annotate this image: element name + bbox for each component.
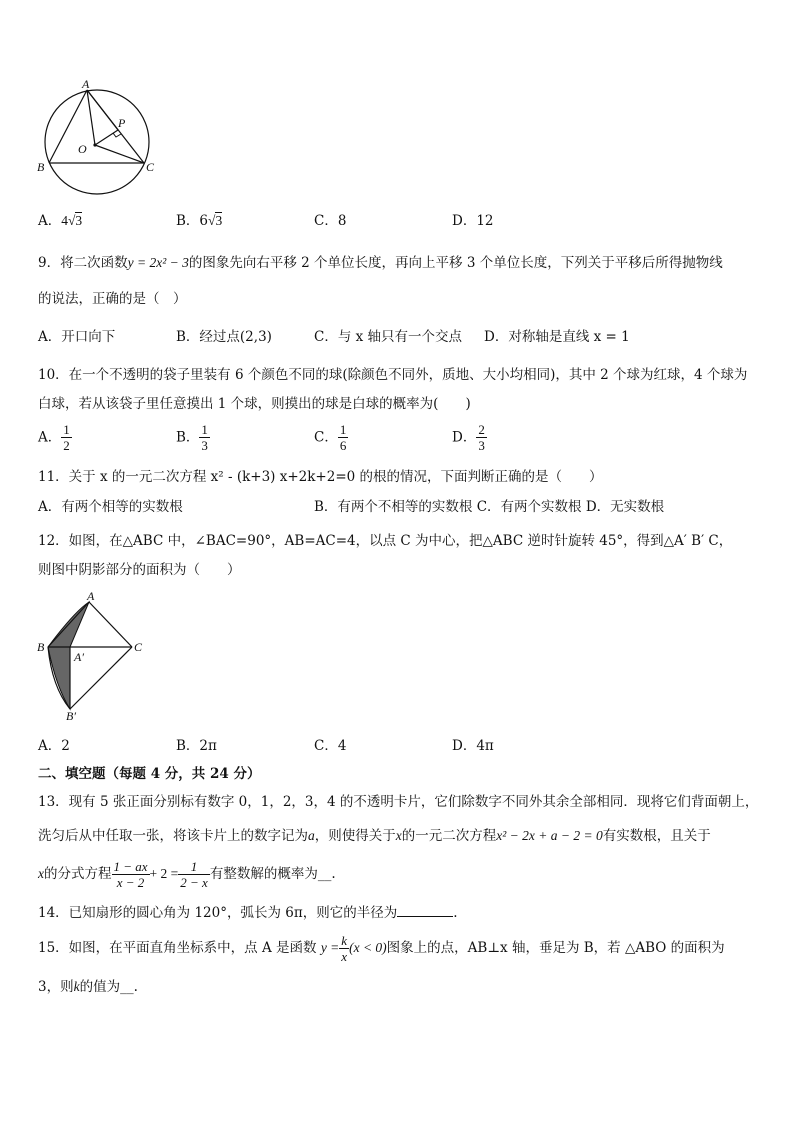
q15-y-eq: y = — [320, 940, 340, 955]
q12-option-b[interactable]: B．2π — [176, 738, 217, 754]
q15-stem-b: 图象上的点，AB⊥x 轴，垂足为 B，若 △ABO 的面积为 — [386, 940, 725, 956]
q12-segment-ac — [89, 602, 132, 647]
q10-option-a-label: A． — [38, 429, 62, 446]
q11-line-1: 11．关于 x 的一元二次方程 x² - (k+3) x+2k+2=0 的根的情况，下面判断正确的是（ ） — [38, 469, 603, 485]
q13-line-3 — [38, 858, 336, 890]
q10-option-b-label: B． — [176, 429, 200, 446]
q12-label-a: A — [87, 592, 95, 603]
q9-option-c[interactable]: C．与 x 轴只有一个交点 — [314, 329, 463, 345]
q12-line-1: 12．如图，在△ABC 中，∠BAC=90°，AB=AC=4，以点 C 为中心，把△ABC 逆时针旋转 45°，得到△A′ B′ C， — [38, 533, 733, 549]
q8-figure — [34, 78, 164, 203]
q13-line-3-b: 有整数解的概率为__. — [209, 866, 336, 882]
q15-fraction — [339, 933, 349, 964]
q13-line-2-c: 的一元二次方程 — [401, 828, 497, 844]
section-2-title: 二、填空题（每题 4 分，共 24 分） — [38, 766, 261, 782]
q10-line-1: 10．在一个不透明的袋子里装有 6 个颜色不同的球(除颜色不同外，质地、大小均相同)，其中 2 个球为红球，4 个球为 — [38, 367, 748, 383]
q12-label-b-prime: B′ — [66, 709, 76, 722]
q8-option-a-coef: 4 — [61, 213, 68, 228]
q8-option-c-value: 8 — [337, 213, 347, 229]
q10-line-2: 白球，若从该袋子里任意摸出 1 个球，则摸出的球是白球的概率为( ) — [38, 396, 471, 412]
q8-center-dot — [93, 143, 96, 146]
q8-option-d-value: 12 — [476, 213, 494, 229]
q12-line-2: 则图中阴影部分的面积为（ ） — [38, 562, 241, 578]
q13-var-x: x — [395, 828, 402, 843]
q10-option-d-den: 3 — [478, 438, 485, 453]
q11-option-bcd[interactable]: B．有两个不相等的实数根 C．有两个实数根 D．无实数根 — [314, 499, 665, 515]
q11-option-a[interactable]: A．有两个相等的实数根 — [38, 499, 183, 515]
q9-option-d[interactable]: D．对称轴是直线 x = 1 — [484, 329, 630, 345]
q12-label-c: C — [134, 640, 143, 654]
q8-option-b-coef: 6 — [199, 213, 209, 229]
q13-fraction-1-den: x − 2 — [116, 875, 145, 890]
q13-fraction-1-num: 1 − ax — [113, 859, 148, 874]
q12-option-a[interactable]: A．2 — [38, 738, 70, 754]
q14-end: . — [453, 905, 458, 921]
q8-option-d-label: D． — [452, 213, 477, 229]
q13-fraction-2-num: 1 — [178, 859, 210, 875]
q10-option-c-label: C． — [314, 429, 338, 446]
q10-option-d-label: D． — [452, 429, 477, 446]
q12-option-d[interactable]: D．4π — [452, 738, 494, 754]
q8-label-b: B — [37, 160, 45, 174]
q15-fraction-num: k — [341, 933, 348, 948]
q8-label-o: O — [78, 142, 87, 156]
q15-var-k: k — [73, 979, 80, 994]
q8-option-b-label: B． — [176, 213, 200, 229]
q15-line-1 — [38, 932, 725, 964]
q10-option-b-num: 1 — [201, 422, 208, 437]
q12-option-c[interactable]: C．4 — [314, 738, 347, 754]
q10-option-d-num: 2 — [478, 422, 485, 437]
q10-option-d[interactable] — [452, 422, 487, 453]
q13-line-3-a: 的分式方程 — [44, 866, 112, 882]
q8-option-c-label: C． — [314, 213, 338, 229]
q13-fraction-2-den: 2 − x — [180, 875, 208, 890]
q10-option-c[interactable] — [314, 422, 348, 453]
q13-line-2 — [38, 827, 711, 845]
q15-line-2-b: 的值为__. — [79, 979, 138, 995]
q8-label-p: P — [118, 116, 126, 130]
q8-option-b[interactable]: B．6√3 — [176, 213, 223, 229]
q8-segment-op — [95, 130, 118, 145]
q13-fraction-1 — [112, 859, 150, 890]
q10-option-a-den: 2 — [63, 438, 70, 453]
q8-option-d[interactable] — [452, 212, 494, 230]
q14-answer-blank[interactable] — [397, 904, 453, 917]
q9-line-1 — [38, 254, 723, 272]
q10-option-c-fraction — [338, 422, 349, 453]
q8-option-a-root: 3 — [75, 213, 83, 228]
q10-option-b[interactable] — [176, 422, 210, 453]
q10-option-a-num: 1 — [63, 422, 70, 437]
q13-var-x2: x — [38, 866, 44, 881]
q13-line-2-a: 洗匀后从中任取一张，将该卡片上的数字记为 — [38, 828, 308, 844]
q8-label-c: C — [146, 160, 155, 174]
q14-line-1 — [38, 904, 458, 922]
q15-line-2 — [38, 978, 138, 996]
q9-line-2: 的说法，正确的是（ ） — [38, 291, 187, 307]
q9-intro: 9．将二次函数 — [38, 255, 128, 271]
q10-option-c-num: 1 — [339, 422, 347, 437]
q10-option-a-fraction — [61, 422, 72, 453]
q13-var-a: a — [308, 828, 315, 843]
q15-line-2-a: 3，则 — [38, 979, 74, 995]
q8-label-a: A — [82, 78, 90, 91]
q10-option-b-den: 3 — [201, 438, 208, 453]
q8-option-c[interactable] — [314, 212, 346, 230]
q13-line-2-b: ，则使得关于 — [314, 828, 396, 844]
q15-condition: (x < 0) — [349, 940, 387, 955]
q9-stem: 的图象先向右平移 2 个单位长度，再向上平移 3 个单位长度，下列关于平移后所得抛物线 — [188, 255, 723, 271]
q13-line-2-d: 有实数根，且关于 — [602, 828, 711, 844]
q12-label-b: B — [37, 640, 45, 654]
q13-fraction-2 — [178, 859, 210, 890]
q8-option-a[interactable]: A．4√3 — [38, 213, 83, 229]
q10-option-a[interactable] — [38, 422, 72, 453]
q14-stem: 14．已知扇形的圆心角为 120°，弧长为 6π，则它的半径为 — [38, 905, 398, 921]
q13-line-1: 13．现有 5 张正面分别标有数字 0，1，2，3，4 的不透明卡片，它们除数字不同外其余全部相同．现将它们背面朝上， — [38, 794, 759, 810]
q12-figure — [34, 592, 146, 722]
q8-option-b-root: 3 — [215, 213, 223, 228]
q8-option-a-label: A． — [38, 213, 62, 229]
q9-option-b[interactable]: B．经过点(2,3) — [176, 329, 272, 345]
q13-quadratic: x² − 2x + a − 2 = 0 — [496, 828, 603, 843]
q13-line-3-mid: + 2 = — [149, 866, 179, 881]
q9-option-a[interactable]: A．开口向下 — [38, 329, 116, 345]
q9-formula: y = 2x² − 3 — [127, 255, 189, 270]
q15-stem-a: 15．如图，在平面直角坐标系中，点 A 是函数 — [38, 940, 317, 956]
q12-label-a-prime: A′ — [74, 650, 84, 664]
q8-right-angle-mark — [113, 133, 121, 137]
q10-option-b-fraction — [199, 422, 210, 453]
q10-option-d-fraction — [476, 422, 487, 453]
q15-fraction-den: x — [341, 949, 348, 964]
q10-option-c-den: 6 — [339, 438, 347, 453]
